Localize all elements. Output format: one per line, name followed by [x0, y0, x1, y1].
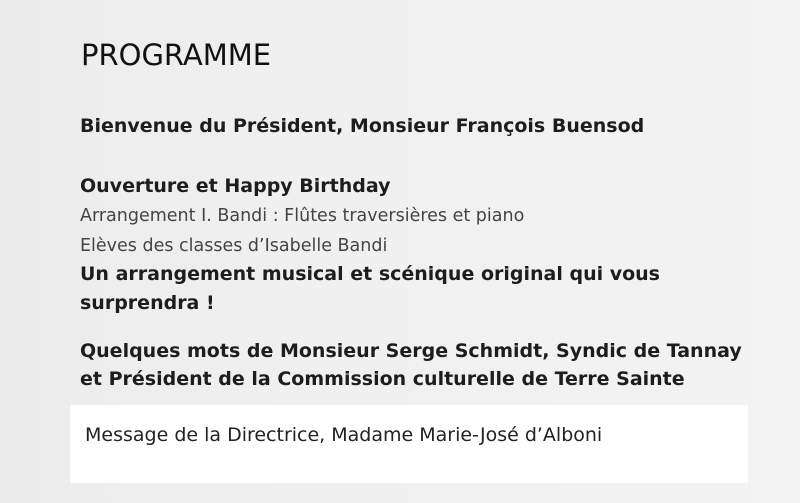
words-line2: et Président de la Commission culturelle de Terre Sainte — [80, 368, 685, 390]
overture-arrangement: Arrangement I. Bandi : Flûtes traversières et piano — [80, 206, 525, 226]
overture-description-line2: surprendra ! — [80, 292, 215, 314]
overture-description-line1: Un arrangement musical et scénique original qui vous — [80, 263, 660, 285]
words-line1: Quelques mots de Monsieur Serge Schmidt, Syndic de Tannay — [80, 340, 742, 362]
programme-title: PROGRAMME — [81, 38, 272, 72]
overture-students: Elèves des classes d’Isabelle Bandi — [80, 236, 388, 256]
overture-title: Ouverture et Happy Birthday — [80, 175, 391, 197]
welcome-line: Bienvenue du Président, Monsieur François Buensod — [80, 115, 645, 137]
directrice-message: Message de la Directrice, Madame Marie-José d’Alboni — [85, 424, 603, 446]
